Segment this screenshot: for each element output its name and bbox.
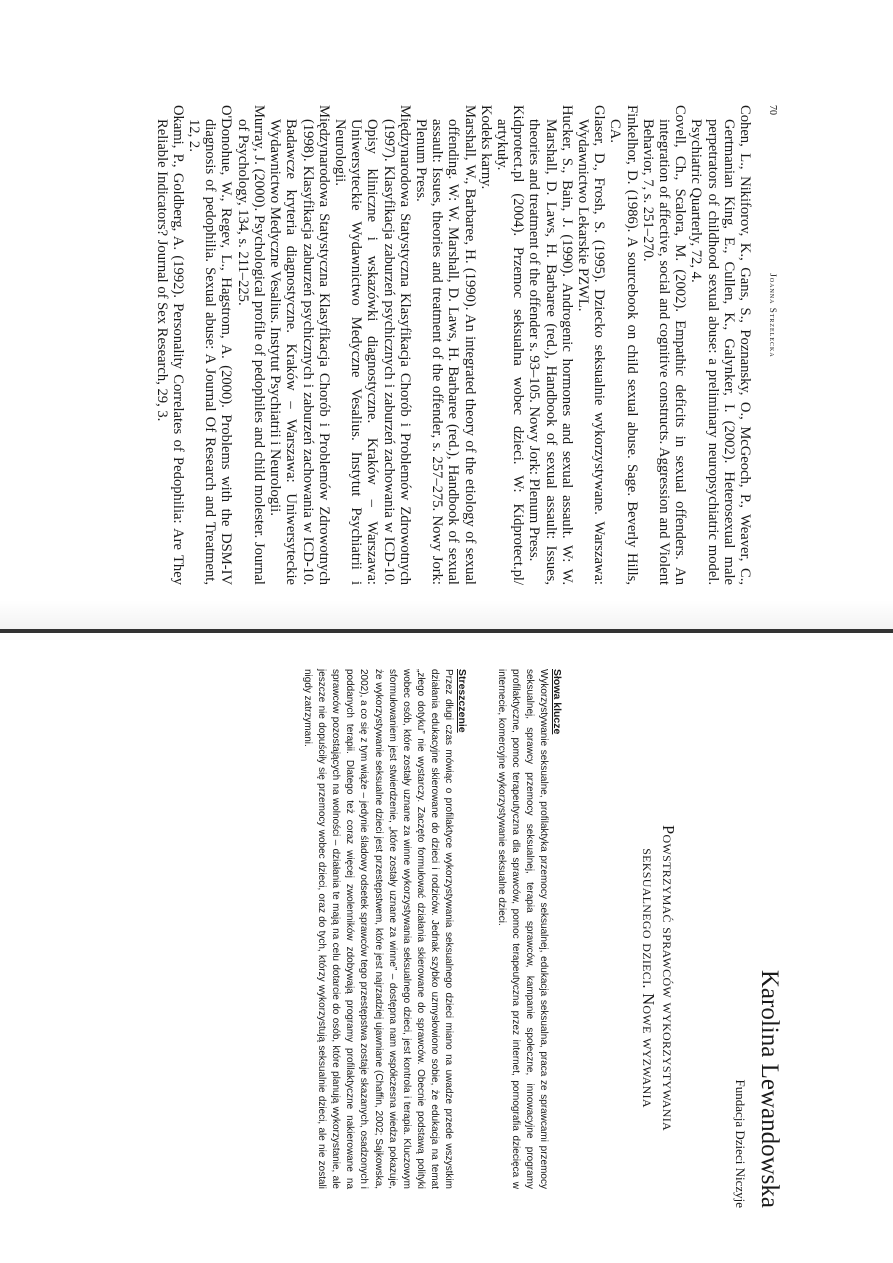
article-title	[638, 748, 678, 1208]
reference-item: Kidprotect.pl (2004). Przemoc seksualna wobec dzieci. W: Kidprotect.pl/ artykuły.	[493, 105, 527, 585]
author-affiliation: Fundacja Dzieci Niczyje	[733, 1079, 748, 1208]
abstract-text: Przez długi czas mówiąc o profilaktyce wykorzystywania seksualnego dzieci miano na uwadze przede wszystkim działania edukacyjne skierowane do dzieci i rodziców. Jednak szybko uzmysłowiono sobie, że edukacja na temat „złego dotyku” nie wystarczy. Zaczęto formułować działania skierowane do sprawców. Obecnie podstawą polityki wobec osób, które zostały uznane za winne wykorzystywania seksualnego dzieci, jest kontrola i terapia. Kluczowym sformułowaniem jest stwierdzenie, „które zostały uznane za winne” – dostępna nam współczesna wiedza pokazuje, że wykorzystywanie seksualne dzieci jest przestępstwem, które jest najrzadziej ujawniane (Chaffin, 2002; Sajkowska, 2002), a co się z tym wiąże – jedynie śladowy odsetek sprawców tego przestępstwa zostaje skazanych, osadzonych i poddanych terapii. Dlatego też coraz więcej zwolenników zdobywają programy profilaktyczne nakierowane na sprawców pozostających na wolności – działania te mają na celu dotarcie do osób, które planują wykorzystanie, ale jeszcze nie dopuściły się przemocy wobec dzieci, oraz do tych, którzy wykorzystują seksualnie dzieci, ale nie zostali nigdy zatrzymani.	[302, 669, 454, 1189]
reference-item: Cohen, L., Nikiforov, K., Gans, S., Poznansky, O., McGeoch, P., Weaver, C., Gertmanian King, E., Cullen, K., Galynker, I. (2002). Heterosexual male perpetrators of childhood sexual abuse: a preliminary neuropsychiatric model. Psychiatric Quarterly, 72, 4.	[688, 105, 753, 585]
keywords-section	[494, 669, 563, 1189]
reference-item: Covell, Ch., Scalora, M. (2002). Empathic deficits in sexual offenders. An integration of affective, social and cognitive constructs. Aggression and Violent Behavior, 7, s. 251–270.	[639, 105, 689, 585]
reference-item: Murray, J. (2000). Psychological profile of pedophiles and child molester. Journal of Psychology, 134, s. 211–225.	[234, 105, 267, 585]
page-number: 70	[767, 105, 778, 115]
reference-item: Międzynarodowa Statystyczna Klasyfikacja Chorób i Problemów Zdrowotnych (1998). Klasyfikacja zaburzeń psychicznych i zaburzeń zachowania w ICD-10. Badawcze kryteria diagnostyczne. Kraków – Warszawa: Uniwersyteckie Wydawnictwo Medyczne Vesalius. Instytut Psychiatrii i Neurologii.	[267, 105, 332, 585]
references-list	[153, 105, 753, 585]
reference-item: Glaser, D., Frosh, S. (1995). Dziecko seksualnie wykorzystywane. Warszawa: Wydawnictwo Lekarskie PZWL.	[574, 105, 608, 585]
title-line: seksualnego dzieci. Nowe wyzwania	[639, 848, 658, 1108]
abstract-heading: Streszczenie	[456, 669, 468, 733]
keywords-heading: Słowa klucze	[551, 669, 563, 735]
left-page	[0, 0, 893, 631]
reference-item: O'Donohue, W., Regev, L., Hagstrom, A. (2000). Problems with the DSM-IV diagnosis of pedophilia. Sexual abuse: A Journal Of Research and Treatment, 12, 2.	[186, 105, 235, 585]
right-page	[0, 632, 893, 1263]
abstract-section	[300, 669, 468, 1189]
page-header	[758, 0, 778, 631]
reference-item: Kodeks karny.	[477, 105, 494, 190]
keywords-text: Wykorzystywanie seksualne, profilaktyka przemocy seksualnej, edukacja seksualna, praca ze sprawcami przemocy seksualnej, sprawcy przemocy seksualnej, terapia sprawców, kampanie społeczne, innowacyjne programy profilaktyczne, pomoc terapeutyczna dla sprawców, pomoc terapeutyczna przez internet, pornografia dziecięca w internecie, komercyjne wykorzystywanie seksualne dzieci.	[495, 669, 549, 1189]
reference-item: Hucker, S., Bain, J. (1990). Androgenic hormones and sexual assault. W: W. Marshall, D. Laws, H. Barbaree (red.), Handbook of sexual assault: Issues, theories and treatment of the offender s. 93–105. Nowy Jork: Plenum Press.	[526, 105, 575, 585]
title-line: Powstrzymać sprawców wykorzystywania	[659, 825, 678, 1131]
running-head: Joanna Strzelecka	[768, 273, 778, 358]
reference-item: Okami, P., Goldberg, A. (1992). Personality Correlates of Pedophilia: Are They Reliable Indicators? Journal of Sex Research, 29, 3.	[153, 105, 186, 585]
reference-item: Finkelhor, D. (1986). A sourcebook on child sexual abuse. Sage. Beverly Hills, CA.	[607, 105, 640, 585]
reference-item: Międzynarodowa Statystyczna Klasyfikacja Chorób i Problemów Zdrowotnych (1997). Klasyfikacja zaburzeń psychicznych i zaburzeń zachowania w ICD-10. Opisy kliniczne i wskazówki diagnostyczne. Kraków – Warszawa: Uniwersyteckie Wydawnictwo Medyczne Vesalius. Instytut Psychiatrii i Neurologii.	[331, 105, 413, 585]
article-author: Karolina Lewandowska	[756, 969, 783, 1208]
reference-item: Marshall, W., Barbaree, H. (1990). An integrated theory of the etiology of sexual offending. W: W. Marshall, D. Laws, H. Barbaree (red.), Handbook of sexual assault: Issues, theories and treatment of the offender, s. 257–275. Nowy Jork: Plenum Press.	[412, 105, 478, 585]
